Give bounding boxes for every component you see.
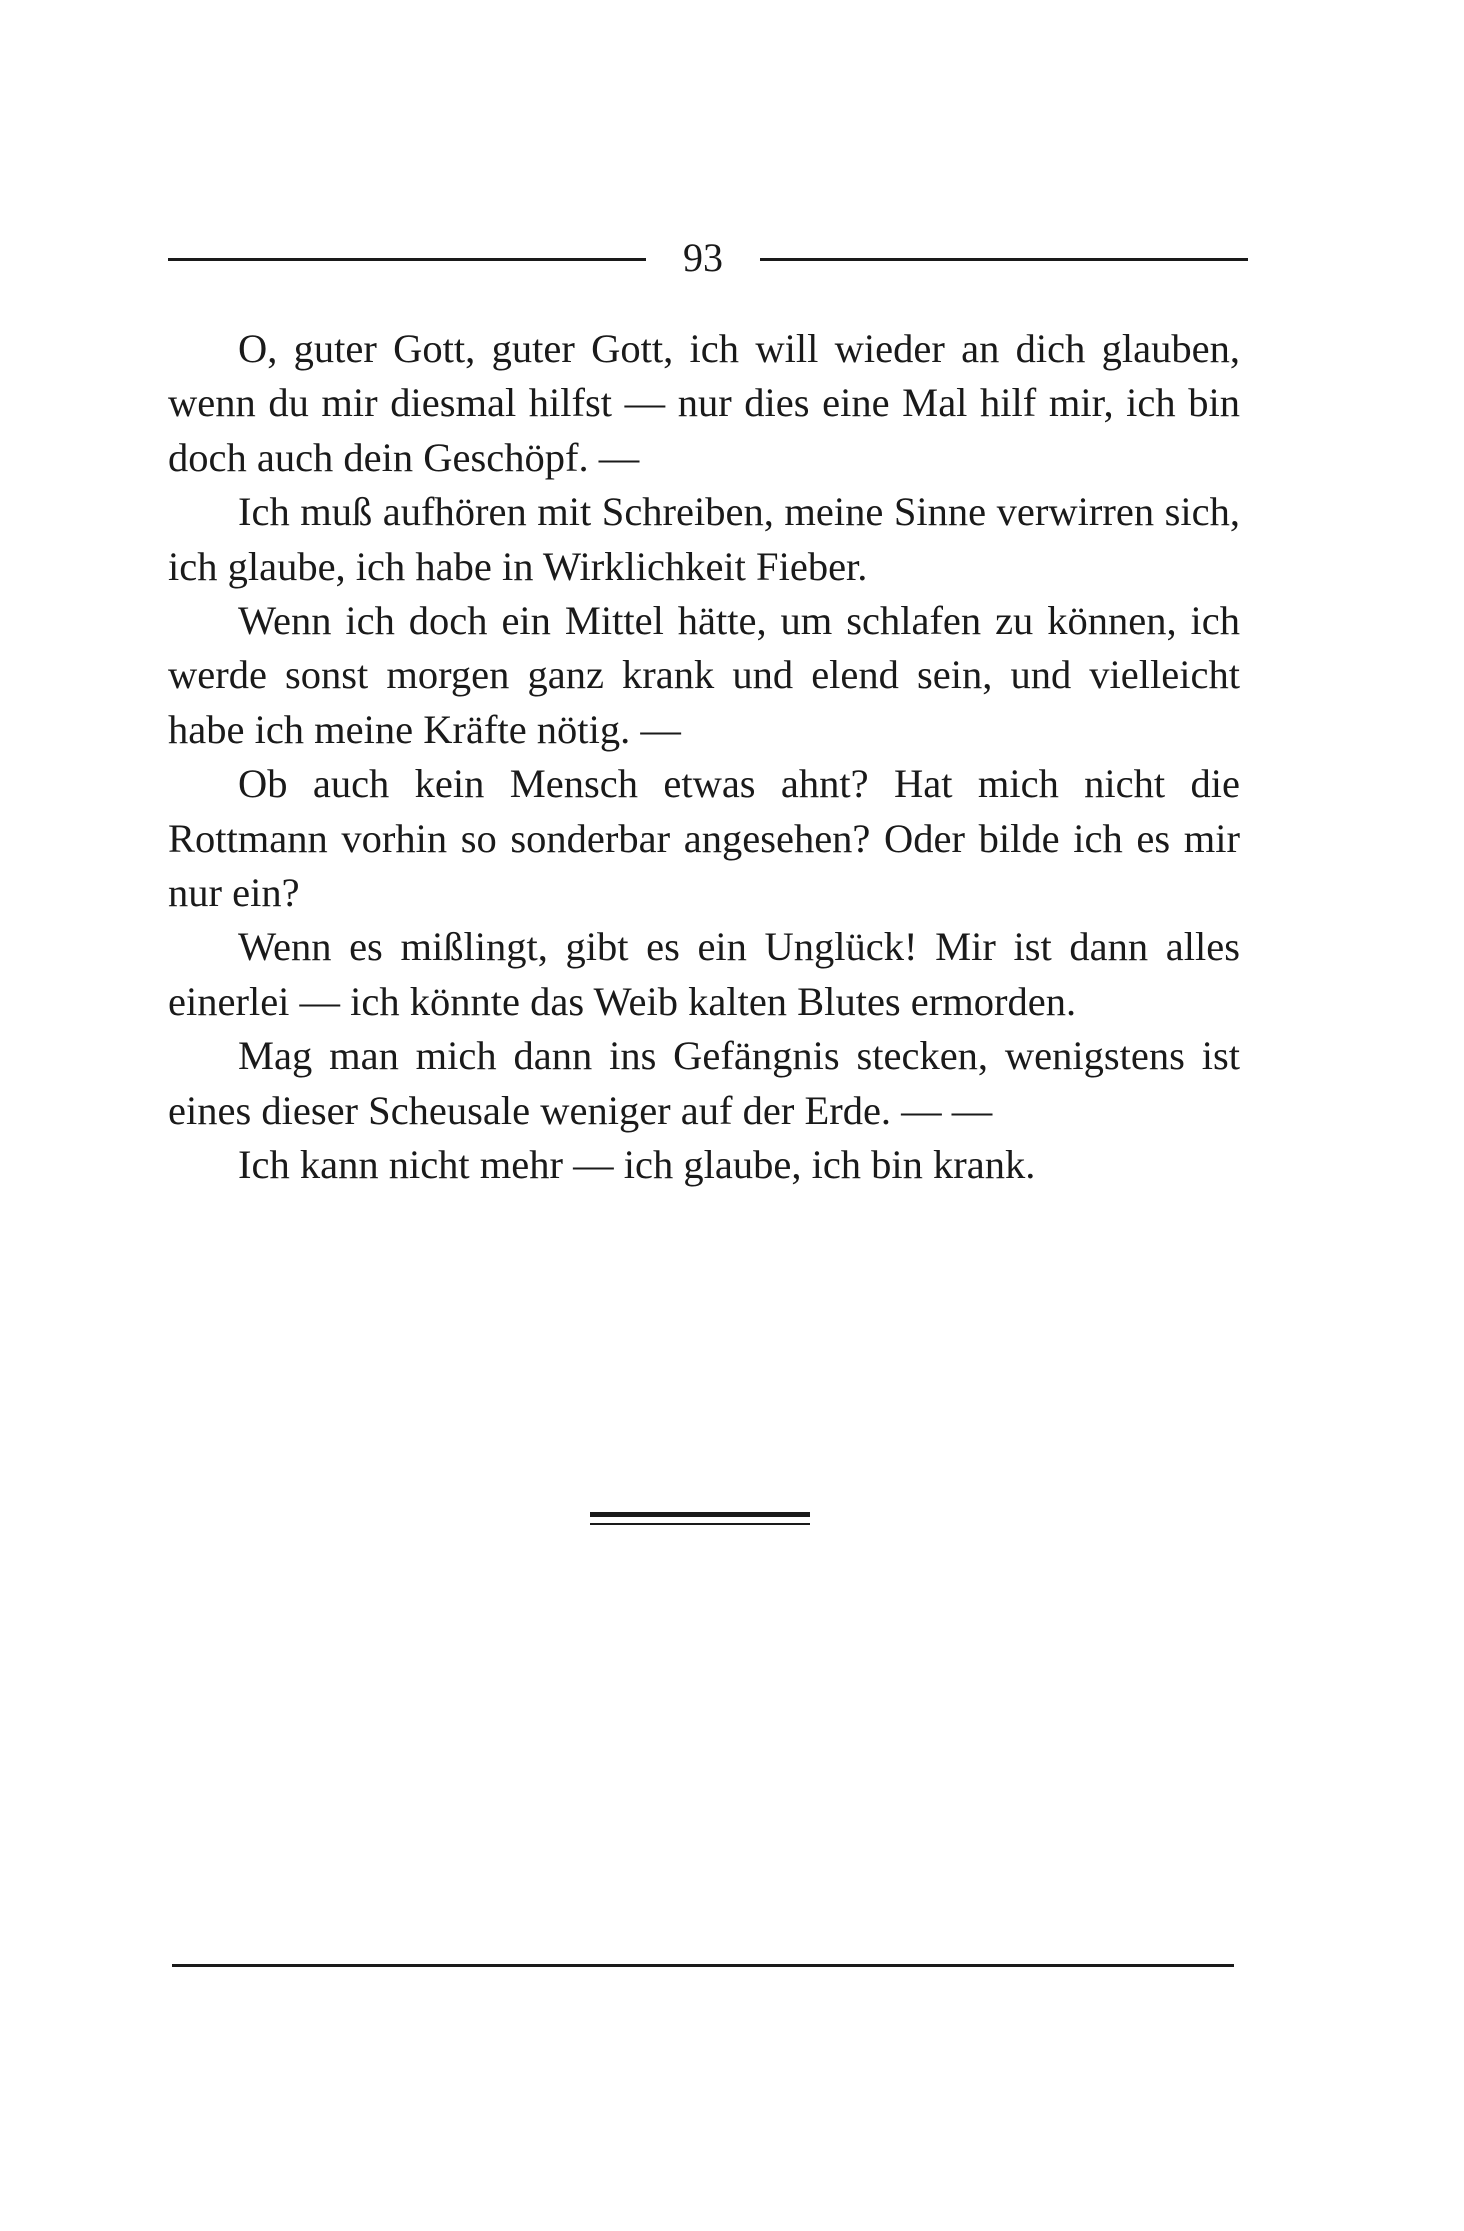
page-header	[168, 228, 1248, 288]
section-end-ornament	[590, 1512, 810, 1528]
ornament-thick-rule	[590, 1512, 810, 1517]
paragraph-3: Wenn ich doch ein Mittel hätte, um schlafen zu können, ich werde sonst morgen ganz krank und elend sein, und vielleicht habe ich meine Kräfte nötig. —	[168, 598, 1240, 752]
header-rule-left	[168, 258, 646, 261]
paragraph-4: Ob auch kein Mensch etwas ahnt? Hat mich nicht die Rottmann vorhin so sonderbar angesehen? Oder bilde ich es mir nur ein?	[168, 761, 1240, 916]
header-rule-right	[760, 258, 1248, 261]
paragraph-7: Ich kann nicht mehr — ich glaube, ich bin krank.	[238, 1142, 1036, 1188]
footer-rule	[172, 1964, 1234, 1967]
body-text	[168, 322, 1240, 1193]
paragraph-5: Wenn es mißlingt, gibt es ein Unglück! Mir ist dann alles einerlei — ich könnte das Weib kalten Blutes ermorden.	[168, 924, 1240, 1024]
paragraph-1: O, guter Gott, guter Gott, ich will wieder an dich glauben, wenn du mir diesmal hilfst — nur dies eine Mal hilf mir, ich bin doch auch dein Geschöpf. —	[168, 326, 1240, 480]
ornament-thin-rule	[590, 1523, 810, 1525]
paragraph-2: Ich muß aufhören mit Schreiben, meine Sinne verwirren sich, ich glaube, ich habe in Wirklichkeit Fieber.	[168, 489, 1240, 589]
page-number: 93	[683, 235, 723, 280]
paragraph-6: Mag man mich dann ins Gefängnis stecken, wenigstens ist eines dieser Scheusale weniger auf der Erde. — —	[168, 1033, 1240, 1133]
